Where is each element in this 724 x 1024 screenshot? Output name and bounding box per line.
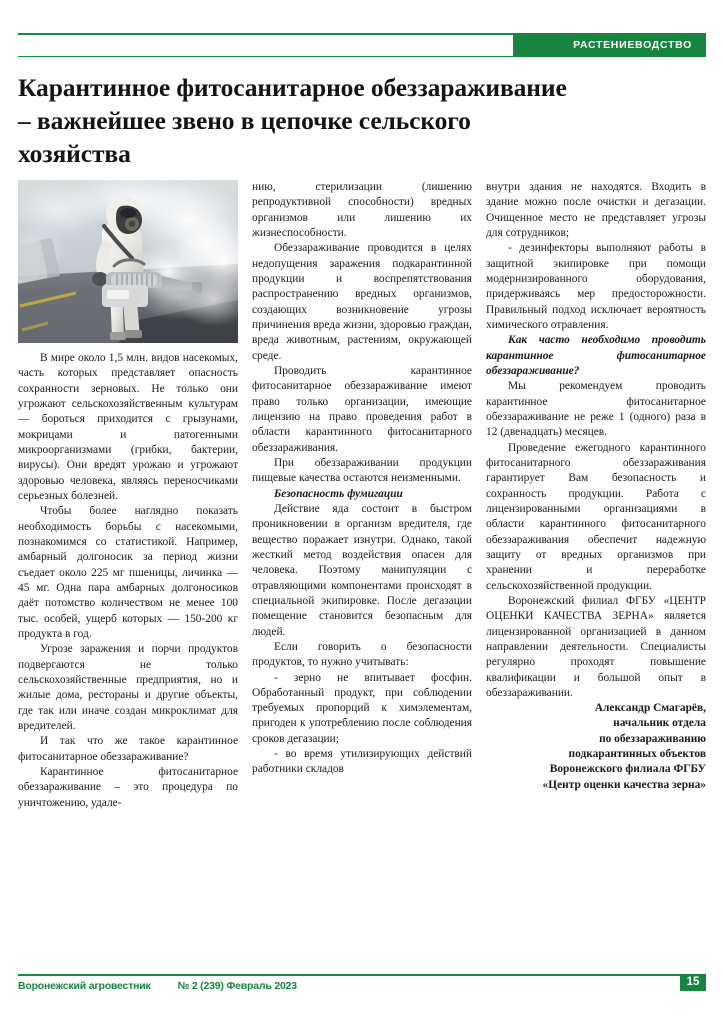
footer-divider-rule <box>18 974 706 976</box>
author-position-line: по обеззараживанию <box>599 732 706 745</box>
paragraph: Воронежский филиал ФГБУ «ЦЕНТР ОЦЕНКИ КАЧЕСТВА ЗЕРНА» является лицензированной организацией в данном направлении деятельности. Специалисты регулярно проходят повышение квалификации и большой опыт в обеззараживании. <box>486 594 706 699</box>
paragraph-continued: нию, стерилизации (лишению репродуктивной способности) вредных организмов или лишению их жизнеспособности. <box>252 181 472 239</box>
issue-info: № 2 (239) Февраль 2023 <box>177 980 297 992</box>
column-2 <box>252 180 472 958</box>
article-body <box>18 180 706 958</box>
article-title: Карантинное фитосанитарное обеззараживание – важнейшее звено в цепочке сельского хозяйства <box>18 73 567 168</box>
paragraph: Чтобы более наглядно показать необходимость борьбы с насекомыми, познакомимся со статистикой. Например, амбарный долгоносик за период жизни съедает около 225 мг пшеницы, личинка — 45 мг. Одна пара амбарных долгоносиков даёт потомство количеством не менее 100 тыс. особей, ущерб которых — 150-200 кг продукта в год. <box>18 505 238 640</box>
author-organization-line: Воронежского филиала ФГБУ <box>549 763 706 776</box>
footer-content <box>18 980 706 992</box>
paragraph: - дезинфекторы выполняют работы в защитной экипировке при помощи модернизированного оборудования, придерживаясь мер предосторожности. Правильный подход исключает вероятность химического отравления. <box>486 242 706 331</box>
paragraph: Действие яда состоит в быстром проникновении в организм вредителя, где вещество поражает изнутри. Однако, такой жесткий метод воздействия опасен для человека. Поэтому манипуляции с отравляющими компонентами происходят в специальной экипировке. После дегазации помещение становится безопасным для людей. <box>252 502 472 638</box>
section-tag: РАСТЕНИЕВОДСТВО <box>513 33 706 57</box>
fumigation-photo <box>18 180 238 343</box>
paragraph: Угрозе заражения и порчи продуктов подвергаются не только сельскохозяйственные предприятия, но и жилые дома, рестораны и другие объекты, где так или иначе создан микроклимат для вредителей. <box>18 643 238 732</box>
column-1 <box>18 180 238 958</box>
paragraph: Если говорить о безопасности продуктов, то нужно учитывать: <box>252 640 472 669</box>
paragraph: Обеззараживание проводится в целях недопущения заражения подкарантинной продукции и воспрепятствования распространению вредных организмов, создающих возникновение угрозы причинения вреда жизни, здоровью граждан, вреда животным, растениям, окружающей среде. <box>252 242 472 362</box>
author-position-line: начальник отдела <box>613 717 706 730</box>
paragraph: В мире около 1,5 млн. видов насекомых, часть которых представляет опасность сохранности зерновых. Не только они угрожают сельскохозяйственным культурам — бороться приходится с грызунами, мокрицами и патогенными микроорганизмами (грибки, бактерии, вирусы). Они вредят урожаю и угрожают здоровью человека, являясь переносчиками серьезных болезней. <box>18 352 238 502</box>
subheading-fumigation-safety: Безопасность фумигации <box>274 487 403 500</box>
publication-name: Воронежский агровестник <box>18 980 151 992</box>
paragraph: - во время утилизирующих действий работники складов <box>252 748 472 776</box>
paragraph: Мы рекомендуем проводить карантинное фитосанитарное обеззараживание не реже 1 (одного) раза в 12 (двенадцать) месяцев. <box>486 380 706 439</box>
paragraph: Проведение ежегодного карантинного фитосанитарного обеззараживания гарантирует Вам безопасность и сохранность продукции. Работа с лицензированными организациями в области карантинного фитосанитарного обеззараживания обеспечит надежную защиту от вредных организмов при хранении и переработке сельскохозяйственной продукции. <box>486 441 706 592</box>
author-position-line: подкарантинных объектов <box>568 748 706 761</box>
column-3 <box>486 180 706 958</box>
paragraph: И так что же такое карантинное фитосанитарное обеззараживание? <box>18 735 238 763</box>
paragraph-continued: внутри здания не находятся. Входить в здание можно после очистки и дегазации. Очищенное место не представляет угрозы для сотрудников; <box>486 181 706 239</box>
subheading-how-often: Как часто необходимо проводить карантинное фитосанитарное обеззараживание? <box>486 334 706 377</box>
author-name: Александр Смагарёв, <box>594 702 706 715</box>
paragraph: Карантинное фитосанитарное обеззараживание – это процедура по уничтожению, удале- <box>18 765 238 809</box>
header-divider-rule <box>18 33 513 57</box>
paragraph: - зерно не впитывает фосфин. Обработанный продукт, при соблюдении требуемых пропорций к химэлементам, пригоден к употреблению после соблюдения сроков дегазации; <box>252 671 472 745</box>
paragraph: При обеззараживании продукции пищевые качества остаются неизменными. <box>252 456 472 485</box>
paragraph: Проводить карантинное фитосанитарное обеззараживание имеют право только организации, имеющие лицензию на право проведения работ в области карантинного фитосанитарного обеззараживания. <box>252 364 472 454</box>
page-footer <box>18 974 706 1002</box>
page-number-badge: 15 <box>680 974 706 991</box>
author-organization-line: «Центр оценки качества зерна» <box>542 778 706 791</box>
page-header <box>18 33 706 57</box>
